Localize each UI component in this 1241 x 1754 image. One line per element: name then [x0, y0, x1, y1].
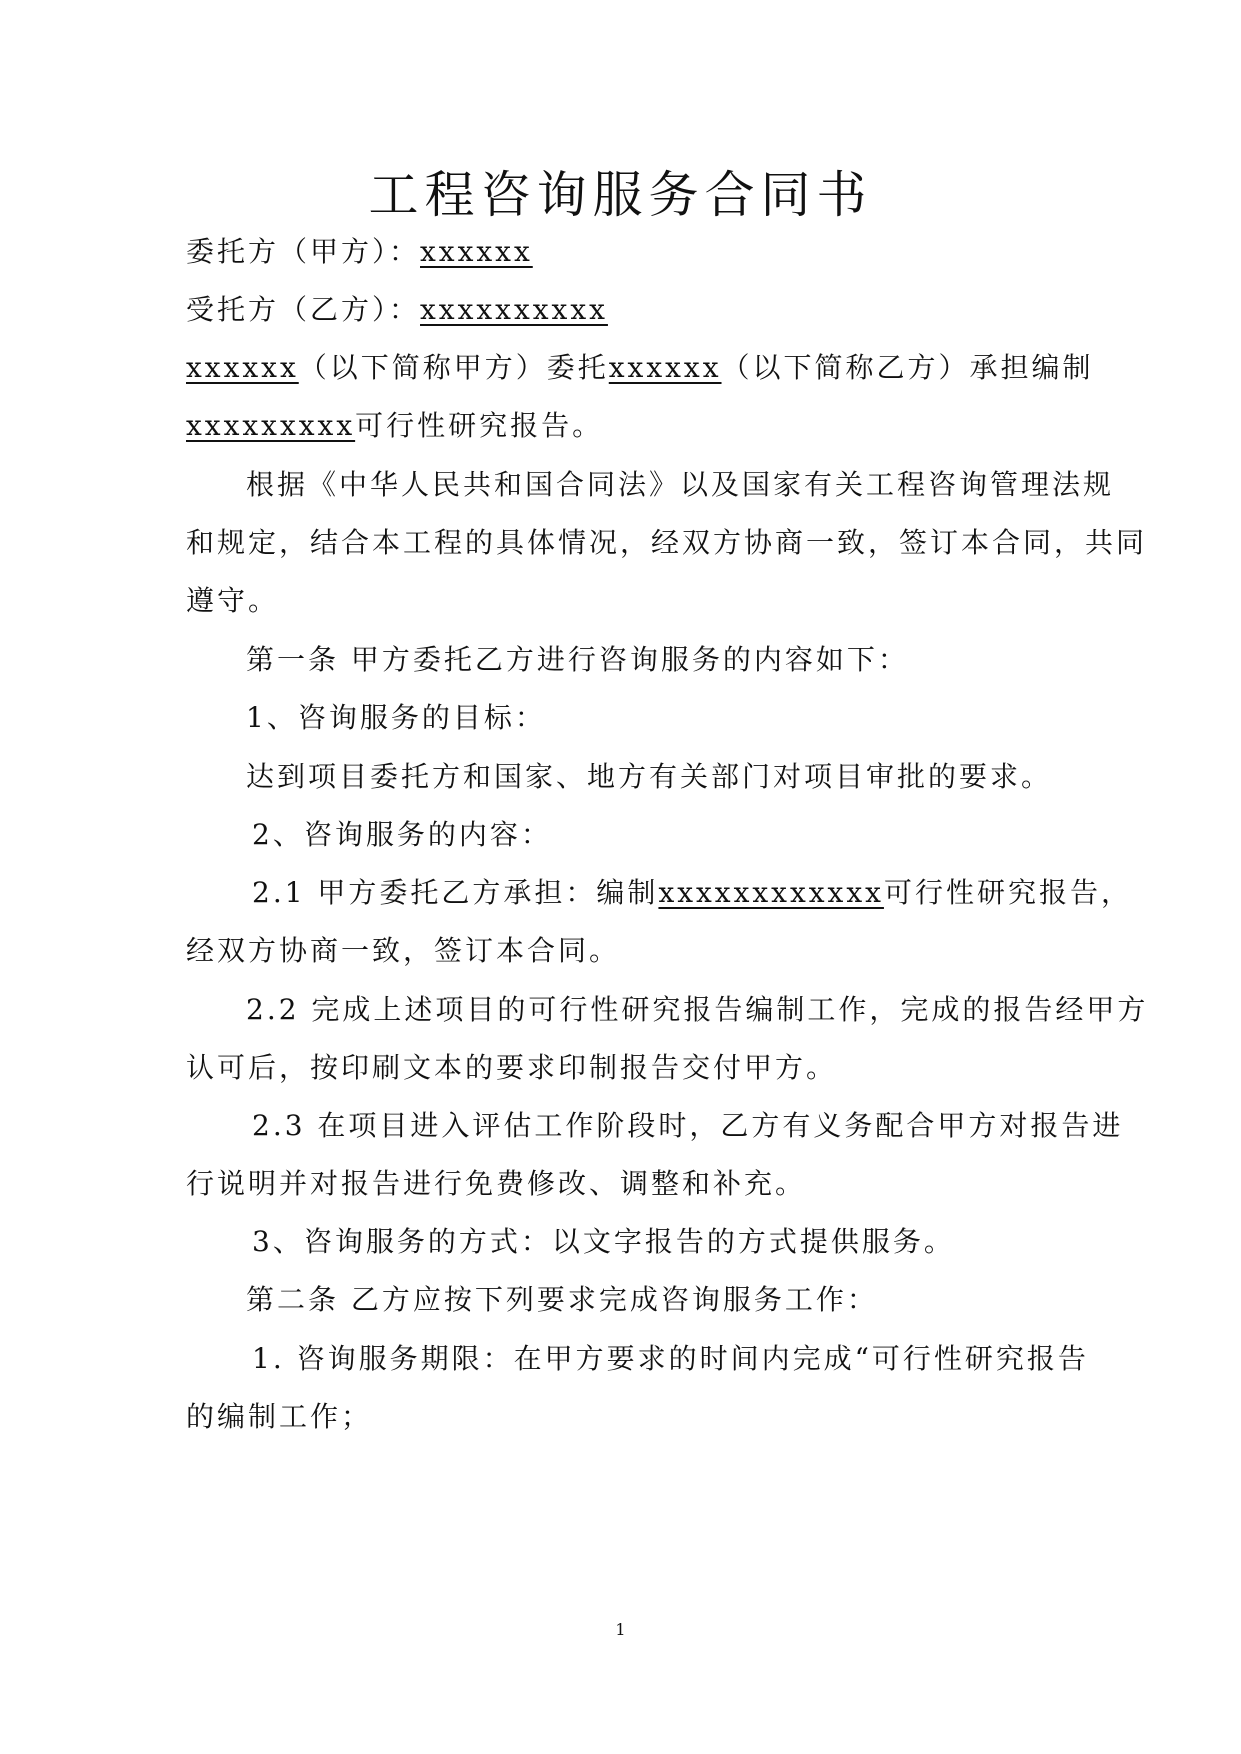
intro-text-2: （以下简称乙方）承担编制	[721, 351, 1094, 384]
basis-line-3: 遵守。	[186, 584, 280, 617]
page-number: 1	[615, 1620, 626, 1639]
article-1-heading: 第一条 甲方委托乙方进行咨询服务的内容如下：	[246, 643, 909, 676]
clause-2-2-line-2: 认可后，按印刷文本的要求印制报告交付甲方。	[186, 1051, 838, 1084]
party-b-name: xxxxxxxxxx	[420, 293, 608, 326]
article-2-heading: 第二条 乙方应按下列要求完成咨询服务工作：	[246, 1283, 878, 1316]
party-b-label: 受托方（乙方）：	[186, 293, 421, 326]
basis-line-1: 根据《中华人民共和国合同法》以及国家有关工程咨询管理法规	[246, 468, 1115, 501]
clause-2-3-line-1: 2.3 在项目进入评估工作阶段时，乙方有义务配合甲方对报告进	[252, 1109, 1124, 1142]
article-1-section-3: 3、咨询服务的方式：以文字报告的方式提供服务。	[252, 1225, 955, 1258]
intro-text-1: （以下简称甲方）委托	[298, 351, 609, 384]
party-b-line	[186, 290, 608, 330]
intro-party-a-name: xxxxxx	[186, 351, 299, 384]
intro-text-3: 可行性研究报告。	[355, 409, 604, 442]
clause-2-1-suffix: 可行性研究报告，	[883, 876, 1132, 909]
document-title: 工程咨询服务合同书	[368, 166, 873, 224]
article-2-item-1-line-1: 1. 咨询服务期限：在甲方要求的时间内完成“可行性研究报告	[252, 1342, 1089, 1375]
basis-line-2: 和规定，结合本工程的具体情况，经双方协商一致，签订本合同，共同	[186, 526, 1148, 559]
article-1-section-1-heading: 1、咨询服务的目标：	[246, 701, 546, 734]
intro-party-b-name: xxxxxx	[608, 351, 722, 384]
party-a-line	[186, 232, 533, 272]
intro-project-name: xxxxxxxxx	[186, 409, 356, 442]
intro-line-2	[186, 406, 603, 446]
clause-2-1-prefix: 2.1 甲方委托乙方承担：编制	[252, 876, 659, 909]
clause-2-2-line-1: 2.2 完成上述项目的可行性研究报告编制工作，完成的报告经甲方	[246, 993, 1149, 1026]
clause-2-3-line-2: 行说明并对报告进行免费修改、调整和补充。	[186, 1167, 807, 1200]
article-2-item-1-line-2: 的编制工作；	[186, 1400, 373, 1433]
article-1-section-1-text: 达到项目委托方和国家、地方有关部门对项目审批的要求。	[246, 760, 1053, 793]
intro-line-1	[186, 348, 1094, 388]
party-a-label: 委托方（甲方）：	[186, 235, 421, 268]
clause-2-1-line-1	[252, 873, 1132, 913]
article-1-section-2-heading: 2、咨询服务的内容：	[252, 818, 552, 851]
clause-2-1-line-2: 经双方协商一致，签订本合同。	[186, 934, 621, 967]
party-a-name: xxxxxx	[420, 235, 533, 268]
clause-2-1-project-name: xxxxxxxxxxxx	[658, 876, 884, 909]
